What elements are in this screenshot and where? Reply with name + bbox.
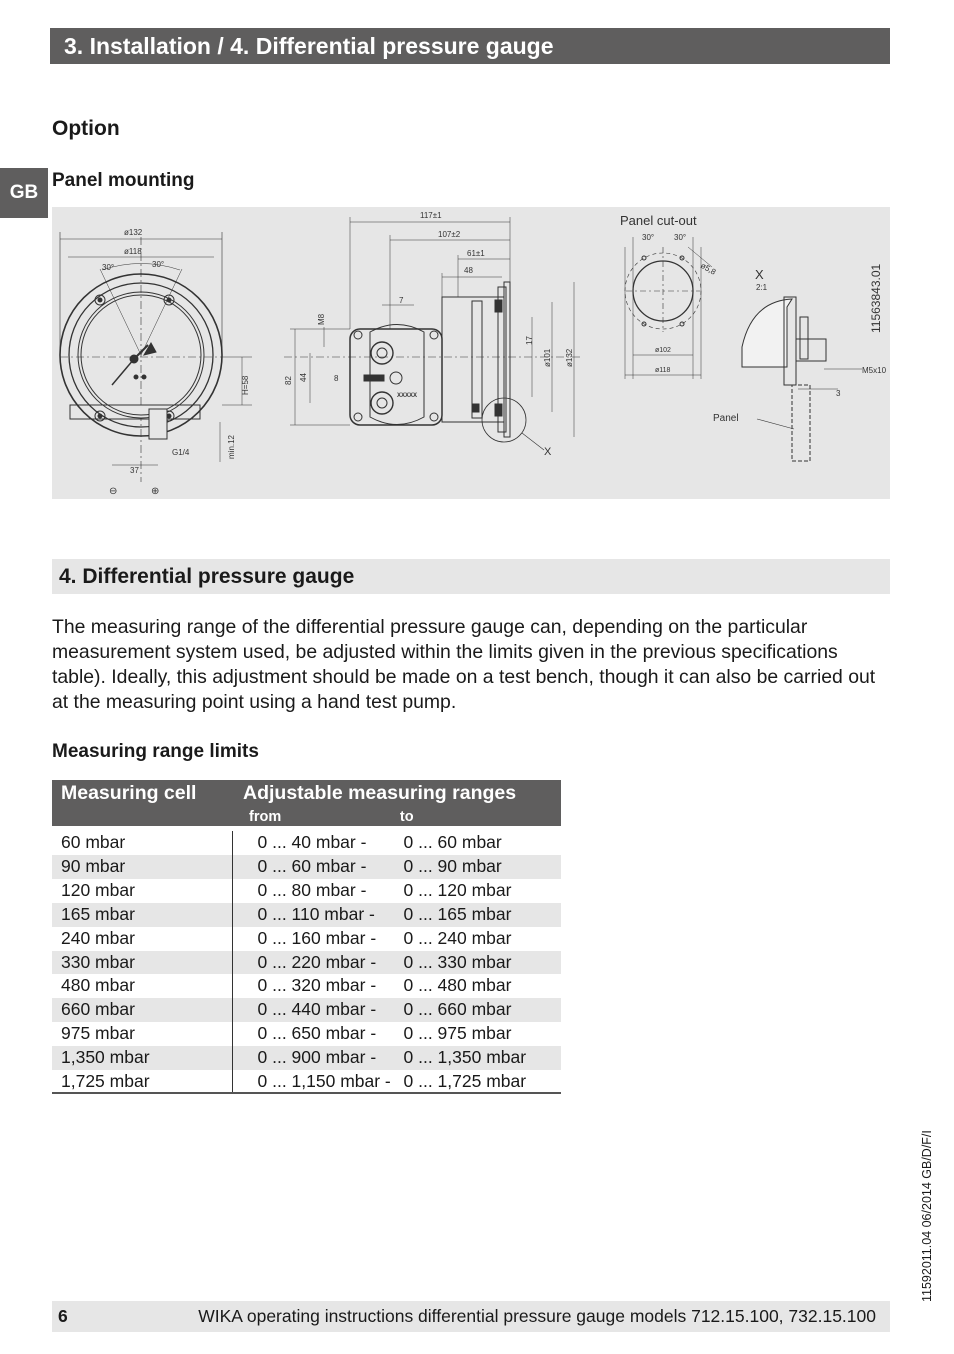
detail-scale: 2:1	[756, 283, 768, 292]
dim-angle-left: 30°	[102, 263, 115, 272]
section-4-paragraph: The measuring range of the differential pressure gauge can, depending on the particular measurement system used, be adjusted within the limits given in the previous specifications table). Ideally, this adjustment should be made on a test bench, though it can also be carried out at the measuring point using a hand test pump.	[52, 616, 876, 713]
dim-m5: M5x10	[862, 366, 887, 375]
page-header-title: 3. Installation / 4. Differential pressure gauge	[50, 28, 890, 64]
panel-label: Panel	[713, 413, 739, 424]
dim-3: 3	[836, 389, 841, 398]
dim-101: ø101	[543, 348, 552, 367]
table-row: 975 mbar 0 ... 650 mbar - 0 ... 975 mbar	[52, 1022, 561, 1046]
dim-58: ø5,8	[699, 260, 718, 277]
dim-117: 117±1	[420, 211, 442, 220]
language-tab: GB	[0, 168, 48, 218]
table-row: 165 mbar 0 ... 110 mbar - 0 ... 165 mbar	[52, 903, 561, 927]
detail-x-label: X	[755, 267, 764, 282]
page-number: 6	[58, 1306, 68, 1326]
dim-min12: min.12	[227, 434, 236, 459]
detail-marker: X	[544, 446, 552, 458]
dim-cutout-angle-left: 30°	[642, 233, 655, 242]
plus-symbol: ⊕	[151, 486, 160, 497]
table-row: 1,725 mbar 0 ... 1,150 mbar - 0 ... 1,725 mbar	[52, 1070, 561, 1093]
dim-118-cutout: ø118	[655, 367, 671, 374]
dim-7: 7	[399, 296, 404, 305]
header-adjustable-ranges: Adjustable measuring ranges from to	[232, 780, 561, 826]
panel-cutout-label: Panel cut-out	[620, 213, 697, 228]
panel-cutout-view	[625, 237, 712, 379]
dim-48: 48	[464, 266, 473, 275]
dim-8: 8	[334, 374, 339, 383]
dim-37: 37	[130, 466, 139, 475]
dim-g14: G1/4	[172, 448, 190, 457]
dim-angle-right: 30°	[152, 260, 165, 269]
table-row: 240 mbar 0 ... 160 mbar - 0 ... 240 mbar	[52, 927, 561, 951]
detail-x-view	[742, 297, 862, 461]
measuring-range-limits-heading: Measuring range limits	[52, 741, 259, 762]
dim-44: 44	[299, 373, 308, 382]
dim-d118: ø118	[124, 247, 142, 256]
dim-d132: ø132	[124, 228, 143, 237]
document-code: 11592011.04 06/2014 GB/D/F/I	[920, 1130, 934, 1302]
table-row: 660 mbar 0 ... 440 mbar - 0 ... 660 mbar	[52, 998, 561, 1022]
option-heading: Option	[52, 117, 120, 140]
dim-107: 107±2	[438, 230, 461, 239]
gauge-side-view	[284, 217, 582, 450]
panel-mounting-heading: Panel mounting	[52, 170, 195, 191]
table-row: 480 mbar 0 ... 320 mbar - 0 ... 480 mbar	[52, 974, 561, 998]
dim-102: ø102	[655, 347, 671, 354]
header-from: from	[249, 809, 282, 825]
table-row: 60 mbar 0 ... 40 mbar - 0 ... 60 mbar	[52, 831, 561, 855]
gauge-front-view	[60, 232, 252, 482]
drawing-number: 11563843.01	[869, 263, 883, 333]
table-row: 120 mbar 0 ... 80 mbar - 0 ... 120 mbar	[52, 879, 561, 903]
panel-mounting-drawing	[52, 207, 890, 499]
measuring-range-table	[52, 780, 561, 1094]
table-row: 90 mbar 0 ... 60 mbar - 0 ... 90 mbar	[52, 855, 561, 879]
section-4-title: 4. Differential pressure gauge	[52, 559, 890, 594]
dim-61: 61±1	[467, 249, 485, 258]
minus-symbol: ⊖	[109, 486, 118, 497]
dim-132-side: ø132	[565, 348, 574, 367]
page-footer	[52, 1301, 890, 1332]
dim-cutout-angle-right: 30°	[674, 233, 687, 242]
dim-82: 82	[284, 376, 293, 385]
header-measuring-cell: Measuring cell	[52, 780, 232, 826]
table-row: 330 mbar 0 ... 220 mbar - 0 ... 330 mbar	[52, 951, 561, 975]
table-row: 1,350 mbar 0 ... 900 mbar - 0 ... 1,350 mbar	[52, 1046, 561, 1070]
dim-m8: M8	[317, 313, 326, 325]
model-mark: XXXXX	[397, 393, 418, 399]
footer-text: WIKA operating instructions differential pressure gauge models 712.15.100, 732.15.100	[198, 1306, 876, 1326]
dim-17: 17	[525, 336, 534, 345]
dim-h58: H=58	[241, 375, 250, 395]
header-to: to	[399, 809, 414, 825]
